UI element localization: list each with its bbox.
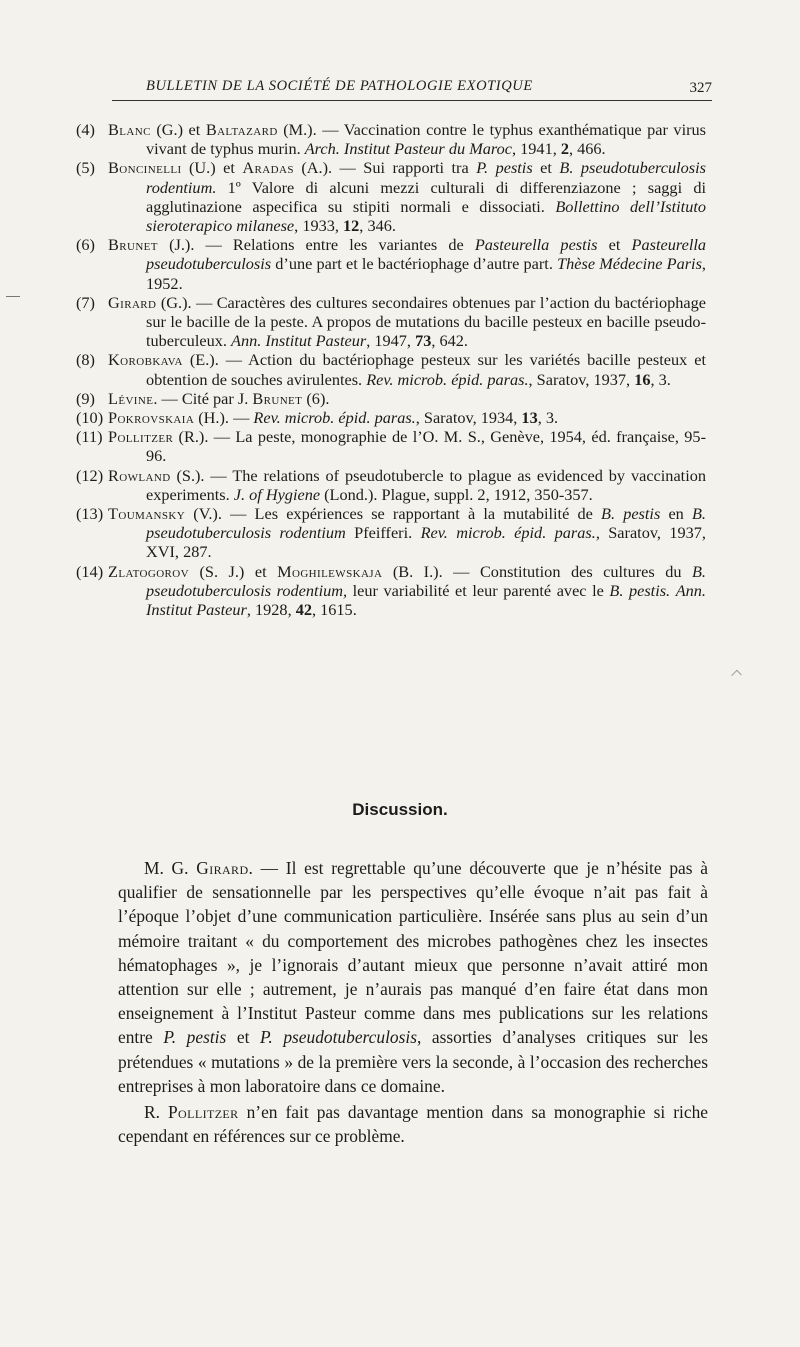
reference-species: B. pestis. bbox=[609, 580, 671, 600]
reference-text: , Saratov, 1934, bbox=[415, 408, 522, 428]
reference-author: Toumansky bbox=[108, 504, 186, 524]
reference-author: Blanc bbox=[108, 120, 151, 139]
discussion-paragraph bbox=[118, 856, 708, 1098]
reference-text: (Lond.). Plague, suppl. 2, 1912, 350-357. bbox=[320, 484, 593, 504]
reference-text: , Saratov, 1937, bbox=[528, 369, 635, 389]
reference-species: B. pseudotuberculosis rodentium, bbox=[146, 561, 706, 600]
reference-item bbox=[76, 466, 706, 504]
reference-text: en bbox=[660, 504, 692, 524]
reference-text: (R.). — La peste, monographie de l’O. M. S., Genève, 1954, éd. française, 95-96. bbox=[146, 427, 706, 466]
reference-number: (5) bbox=[76, 158, 95, 178]
species-name: P. pestis bbox=[163, 1027, 227, 1048]
species-name: P. pseudotuberculosis bbox=[260, 1027, 417, 1048]
reference-text: (B. I.). — Constitution des cultures du bbox=[382, 561, 692, 581]
reference-number: (6) bbox=[76, 235, 95, 255]
reference-text: , Saratov, 1937, XVI, 287. bbox=[146, 523, 707, 562]
paragraph-text: . — Il est regrettable qu’une découverte que je n’hésite pas à qualifier de sensationnelle par les perspectives qu’elle évoque n’ait pas fait à l’époque l’objet d’une communication particulière. Insérée sans plus au sein d’un mémoire traitant « du comportement des microbes pathogènes chez les insectes hématophages », je l’ignorais d’autant mieux que personne n’avait attiré mon attention sur elle ; autrement, je n’aurais pas manqué d’en faire état dans mon enseignement à l’Institut Pasteur comme dans mes publications sur les relations entre bbox=[118, 858, 709, 1048]
reference-text: , 1941, bbox=[512, 139, 561, 159]
reference-volume: 42 bbox=[295, 600, 312, 620]
reference-number: (7) bbox=[76, 292, 95, 312]
paragraph-text: , assorties d’analyses critiques sur les prétendues « mutations » de la première vers la seconde, à l’occasion des recherches entreprises à mon laboratoire dans ce domaine. bbox=[118, 1027, 708, 1096]
reference-text: , 1928, bbox=[246, 600, 296, 620]
reference-text: (J.). — Relations entre les variantes de bbox=[157, 235, 475, 255]
margin-mark bbox=[731, 670, 742, 681]
reference-author: Lévine bbox=[108, 388, 154, 408]
reference-text: , 3. bbox=[650, 369, 671, 389]
reference-text: , 346. bbox=[359, 216, 396, 236]
reference-text: Pfeifferi. bbox=[345, 523, 421, 543]
reference-item bbox=[76, 235, 706, 293]
reference-author: Moghilewskaja bbox=[277, 561, 383, 581]
reference-journal: Rev. microb. épid. paras. bbox=[420, 523, 596, 543]
reference-journal: J. of Hygiene bbox=[233, 484, 321, 504]
reference-item bbox=[76, 389, 706, 408]
reference-text: (G.) et bbox=[150, 120, 206, 139]
reference-journal: Ann. Institut Pasteur bbox=[231, 331, 367, 351]
reference-volume: 73 bbox=[415, 331, 432, 351]
reference-author: Aradas bbox=[242, 158, 294, 178]
reference-author: Baltazard bbox=[205, 120, 278, 139]
reference-volume: 13 bbox=[521, 408, 538, 428]
reference-item bbox=[76, 408, 706, 427]
reference-text: , 1947, bbox=[366, 331, 416, 351]
reference-text: , 1952. bbox=[146, 254, 706, 293]
reference-journal: Rev. microb. épid. paras. bbox=[366, 369, 529, 389]
reference-author: Pollitzer bbox=[108, 427, 174, 447]
reference-volume: 2 bbox=[560, 139, 569, 159]
reference-author: Boncinelli bbox=[108, 158, 182, 178]
reference-number: (10) bbox=[76, 408, 104, 428]
reference-journal: Rev. microb. épid. paras. bbox=[253, 408, 416, 428]
reference-item bbox=[76, 562, 706, 620]
reference-volume: 12 bbox=[343, 216, 360, 236]
reference-species: Pasteurella pseudotuberculosis bbox=[146, 235, 707, 274]
reference-text: (V.). — Les expériences se rapportant à la mutabilité de bbox=[185, 504, 602, 524]
reference-item bbox=[76, 350, 706, 388]
reference-species: B. pseudotuberculosis rodentium. bbox=[146, 158, 707, 197]
reference-text: . — Cité par J. bbox=[153, 388, 253, 408]
reference-text: (S.). — The relations of pseudotubercle to plague as evidenced by vaccination experiments. bbox=[146, 465, 706, 504]
reference-number: (14) bbox=[76, 561, 104, 581]
reference-text: leur variabilité et leur parenté avec le bbox=[347, 580, 610, 600]
reference-text: , 1933, bbox=[294, 216, 344, 236]
reference-journal: Bollettino dell’Istituto sieroterapico milanese bbox=[146, 196, 707, 236]
reference-item bbox=[76, 504, 706, 562]
reference-text: (A.). — Sui rapporti tra bbox=[293, 158, 477, 178]
reference-text: (6). bbox=[302, 388, 330, 408]
reference-number: (12) bbox=[76, 465, 104, 485]
reference-text: , 1615. bbox=[311, 600, 357, 620]
reference-journal: Arch. Institut Pasteur du Maroc bbox=[304, 139, 512, 159]
discussion-paragraph bbox=[118, 1100, 708, 1148]
reference-text: (S. J.) et bbox=[188, 561, 278, 581]
reference-species: B. pestis bbox=[601, 504, 661, 524]
page-number: 327 bbox=[689, 80, 712, 96]
reference-author: Brunet bbox=[108, 235, 158, 255]
author-name: Pollitzer bbox=[167, 1102, 239, 1123]
reference-number: (8) bbox=[76, 350, 95, 370]
reference-author: Girard bbox=[108, 292, 157, 312]
reference-item bbox=[76, 158, 706, 235]
reference-text: (H.). — bbox=[194, 408, 254, 428]
reference-species: P. pestis bbox=[476, 158, 533, 178]
reference-journal: Ann. Institut Pasteur bbox=[146, 580, 706, 620]
section-heading: Discussion. bbox=[352, 800, 448, 819]
journal-title: BULLETIN DE LA SOCIÉTÉ DE PATHOLOGIE EXOTIQUE bbox=[146, 78, 533, 94]
reference-number: (11) bbox=[76, 427, 103, 447]
reference-text: (M.). — Vaccination contre le typhus exanthématique par virus vivant de typhus murin. bbox=[146, 120, 706, 159]
reference-item bbox=[76, 293, 706, 351]
reference-text: et bbox=[532, 158, 560, 178]
reference-author: Rowland bbox=[108, 465, 171, 485]
reference-text: et bbox=[597, 235, 632, 255]
reference-volume: 16 bbox=[634, 369, 651, 389]
reference-text: , 466. bbox=[568, 139, 606, 159]
reference-species: Pasteurella pestis bbox=[474, 235, 598, 255]
reference-author: Korobkava bbox=[108, 350, 183, 370]
reference-list bbox=[76, 120, 706, 619]
reference-text: (U.) et bbox=[181, 158, 243, 178]
reference-number: (13) bbox=[76, 504, 104, 524]
reference-author: Zlatogorov bbox=[108, 561, 189, 581]
reference-text: , 3. bbox=[537, 408, 559, 428]
reference-text: 1º Valore di alcuni mezzi culturali di differenziazone ; saggi di agglutinazione aspecifica su stipiti normali e dissociati. bbox=[146, 177, 706, 216]
reference-text: d’une part et le bactériophage d’autre part. bbox=[271, 254, 558, 274]
margin-mark bbox=[6, 296, 20, 297]
reference-item bbox=[76, 427, 706, 465]
discussion-body bbox=[118, 856, 708, 1148]
reference-author: Pokrovskaia bbox=[108, 408, 195, 428]
reference-text: , 642. bbox=[431, 331, 468, 351]
running-header bbox=[112, 76, 712, 101]
paragraph-text: n’en fait pas davantage mention dans sa monographie si riche cependant en références sur ce problème. bbox=[118, 1102, 708, 1147]
reference-item bbox=[76, 120, 706, 158]
reference-text: (E.). — Action du bactériophage pesteux sur les variétés bacille pesteux et obtention de souches avirulentes. bbox=[146, 350, 706, 389]
paragraph-text: et bbox=[226, 1027, 261, 1048]
author-initial: R. bbox=[144, 1102, 168, 1123]
reference-number: (4) bbox=[76, 120, 95, 139]
reference-number: (9) bbox=[76, 388, 95, 408]
reference-species: B. pseudotuberculosis rodentium bbox=[146, 504, 706, 543]
reference-journal: Thèse Médecine Paris bbox=[557, 254, 702, 274]
reference-text: (G.). — Caractères des cultures secondaires obtenues par l’action du bactériophage sur le bacille de la peste. A propos de mutations du bacille pesteux en bacille pseudo-tuberculeux. bbox=[146, 292, 706, 351]
speaker-name: Girard bbox=[196, 858, 249, 878]
reference-author: Brunet bbox=[252, 388, 303, 408]
speaker-title: M. G. bbox=[144, 858, 197, 878]
